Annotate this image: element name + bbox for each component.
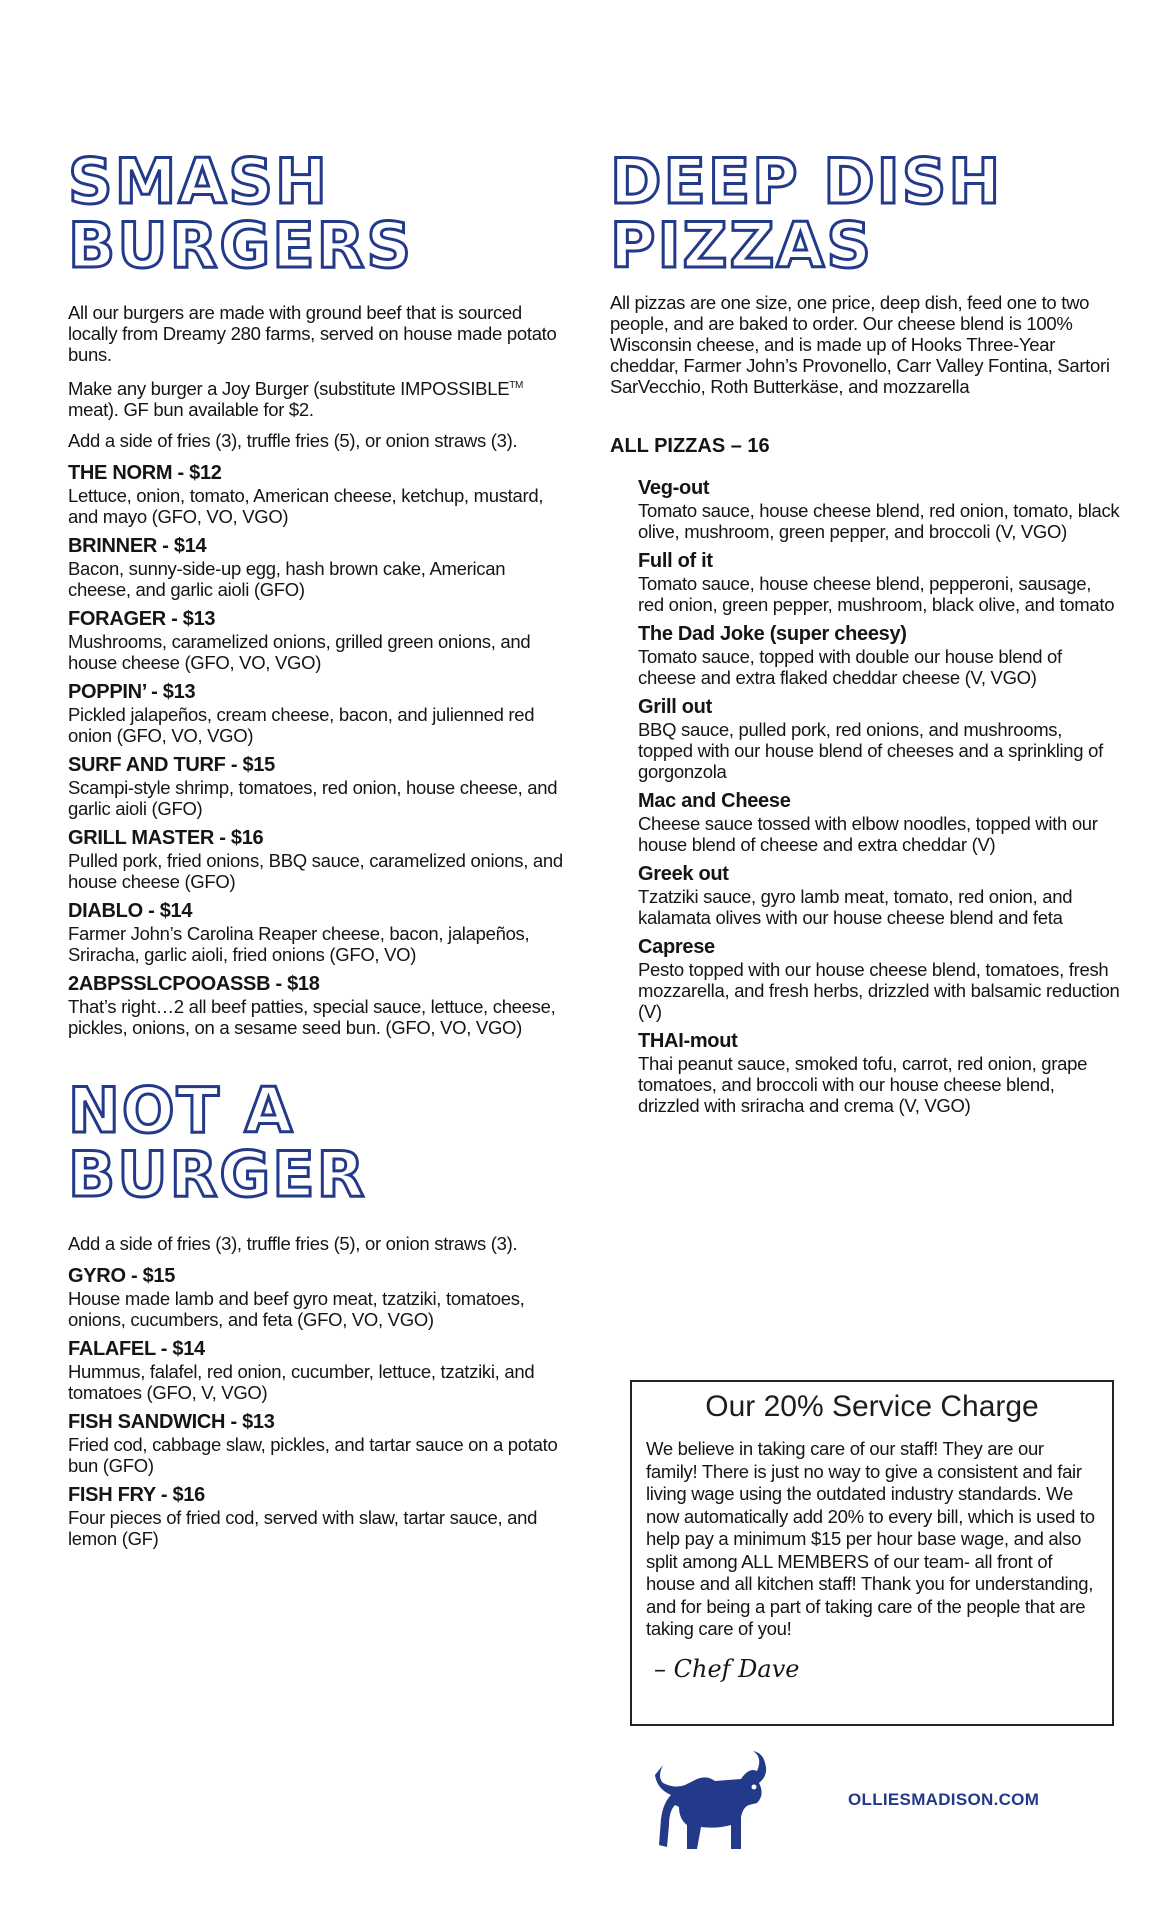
all-pizzas-price: ALL PIZZAS – 16 — [610, 435, 770, 457]
not-a-burger-title — [68, 1074, 568, 1212]
bull-icon — [645, 1745, 775, 1855]
right-column — [610, 0, 1120, 1123]
menu-item-description: Fried cod, cabbage slaw, pickles, and tartar sauce on a potato bun (GFO) — [68, 1434, 558, 1477]
menu-item-description: Hummus, falafel, red onion, cucumber, lettuce, tzatziki, and tomatoes (GFO, V, VGO) — [68, 1361, 535, 1404]
menu-item-name: Greek out — [638, 863, 729, 885]
deep-dish-title-line2: PIZZAS — [610, 209, 874, 282]
menu-item-description: Pickled jalapeños, cream cheese, bacon, and julienned red onion (GFO, VO, VGO) — [68, 704, 535, 747]
pizza-list — [638, 476, 1120, 1116]
burger-list — [68, 461, 568, 1038]
service-charge-title: Our 20% Service Charge — [705, 1390, 1039, 1423]
menu-item-name: FALAFEL - $14 — [68, 1338, 205, 1361]
burgers-sides-note: Add a side of fries (3), truffle fries (5), or onion straws (3). — [68, 430, 518, 452]
joy-burger-text-end: meat). GF bun available for $2. — [68, 399, 314, 421]
menu-item-description: Tomato sauce, house cheese blend, pepperoni, sausage, red onion, green pepper, mushroom, black olive, and tomato — [638, 573, 1115, 615]
menu-item-name: Full of it — [638, 550, 713, 572]
deep-dish-title-line1: DEEP DISH — [610, 145, 1003, 218]
not-burger-sides-note: Add a side of fries (3), truffle fries (5), or onion straws (3). — [68, 1233, 518, 1255]
not-burger-list — [68, 1264, 568, 1549]
menu-item-description: Tzatziki sauce, gyro lamb meat, tomato, red onion, and kalamata olives with our house cheese blend and feta — [638, 886, 1073, 928]
menu-item-description: Farmer John’s Carolina Reaper cheese, bacon, jalapeños, Sriracha, garlic aioli, fried onions (GFO, VO) — [68, 923, 530, 966]
service-charge-box — [630, 1380, 1114, 1726]
menu-item-name: THAI-mout — [638, 1030, 738, 1052]
deep-dish-pizzas-title — [610, 145, 1120, 282]
smash-burgers-title-line2: BURGERS — [68, 209, 413, 282]
menu-item-name: POPPIN’ - $13 — [68, 681, 196, 704]
trademark-mark: TM — [509, 380, 524, 391]
menu-item-name: FORAGER - $13 — [68, 608, 216, 631]
joy-burger-text: Make any burger a Joy Burger (substitute IMPOSSIBLE — [68, 378, 510, 400]
menu-item-description: That’s right…2 all beef patties, special sauce, lettuce, cheese, pickles, onions, on a sesame seed bun. (GFO, VO, VGO) — [68, 996, 556, 1039]
burgers-intro: All our burgers are made with ground beef that is sourced locally from Dreamy 280 farms, served on house made potato buns. — [68, 302, 557, 365]
smash-burgers-title-line1: SMASH — [68, 145, 329, 218]
not-a-burger-title-line2: BURGER — [68, 1138, 367, 1212]
menu-item-description: Scampi-style shrimp, tomatoes, red onion, house cheese, and garlic aioli (GFO) — [68, 777, 558, 820]
chef-signature: – Chef Dave — [654, 1654, 800, 1683]
menu-item-name: Mac and Cheese — [638, 790, 791, 812]
menu-item-description: BBQ sauce, pulled pork, red onions, and mushrooms, topped with our house blend of cheeses and a sprinkling of gorgonzola — [638, 719, 1103, 782]
menu-item-name: THE NORM - $12 — [68, 462, 222, 485]
menu-item-description: Bacon, sunny-side-up egg, hash brown cake, American cheese, and garlic aioli (GFO) — [68, 558, 506, 601]
menu-item-name: SURF AND TURF - $15 — [68, 754, 275, 777]
menu-item-name: Grill out — [638, 696, 712, 718]
smash-burgers-title — [68, 145, 568, 282]
joy-burger-note — [68, 375, 568, 420]
service-charge-body: We believe in taking care of our staff! They are our family! There is just no way to give a consistent and fair living wage using the outdated industry standards. We now automatically add 20% to every bill, which is used to help pay a minimum $15 per hour base wage, and also split among ALL MEMBERS of our team- all front of house and all kitchen staff! Thank you for understanding, and for being a part of taking care of the people that are taking care of you! — [646, 1438, 1095, 1639]
menu-item-name: FISH SANDWICH - $13 — [68, 1411, 275, 1434]
menu-item-description: Tomato sauce, topped with double our house blend of cheese and extra flaked cheddar cheese (V, VGO) — [638, 646, 1062, 688]
menu-item-description: House made lamb and beef gyro meat, tzatziki, tomatoes, onions, cucumbers, and feta (GFO, VO, VGO) — [68, 1288, 525, 1331]
menu-item-name: BRINNER - $14 — [68, 535, 207, 558]
not-a-burger-title-line1: NOT A — [68, 1074, 295, 1148]
menu-item-description: Mushrooms, caramelized onions, grilled green onions, and house cheese (GFO, VO, VGO) — [68, 631, 531, 674]
menu-item-name: GYRO - $15 — [68, 1265, 176, 1288]
menu-item-description: Pesto topped with our house cheese blend, tomatoes, fresh mozzarella, and fresh herbs, drizzled with balsamic reduction (V) — [638, 959, 1120, 1022]
menu-item-name: FISH FRY - $16 — [68, 1484, 205, 1507]
menu-item-name: Caprese — [638, 936, 715, 958]
menu-item-description: Four pieces of fried cod, served with slaw, tartar sauce, and lemon (GF) — [68, 1507, 538, 1550]
menu-item-name: The Dad Joke (super cheesy) — [638, 623, 907, 645]
menu-item-description: Cheese sauce tossed with elbow noodles, topped with our house blend of cheese and extra cheddar (V) — [638, 813, 1098, 855]
menu-item-name: GRILL MASTER - $16 — [68, 827, 264, 850]
menu-item-description: Thai peanut sauce, smoked tofu, carrot, red onion, grape tomatoes, and broccoli with our house cheese blend, drizzled with sriracha and crema (V, VGO) — [638, 1053, 1088, 1116]
menu-item-name: Veg-out — [638, 477, 710, 499]
website-link[interactable]: OLLIESMADISON.COM — [848, 1790, 1040, 1809]
menu-item-name: DIABLO - $14 — [68, 900, 193, 923]
menu-item-description: Tomato sauce, house cheese blend, red onion, tomato, black olive, mushroom, green pepper, and broccoli (V, VGO) — [638, 500, 1120, 542]
menu-item-description: Pulled pork, fried onions, BBQ sauce, caramelized onions, and house cheese (GFO) — [68, 850, 563, 893]
menu-item-description: Lettuce, onion, tomato, American cheese, ketchup, mustard, and mayo (GFO, VO, VGO) — [68, 485, 544, 528]
left-column — [68, 0, 568, 1556]
menu-item-name: 2ABPSSLCPOOASSB - $18 — [68, 973, 320, 996]
pizzas-intro: All pizzas are one size, one price, deep dish, feed one to two people, and are baked to order. Our cheese blend is 100% Wisconsin cheese, and is made up of Hooks Three-Year cheddar, Farmer John’s Provonello, Carr Valley Fontina, Sartori SarVecchio, Roth Butterkäse, and mozzarella — [610, 292, 1110, 397]
